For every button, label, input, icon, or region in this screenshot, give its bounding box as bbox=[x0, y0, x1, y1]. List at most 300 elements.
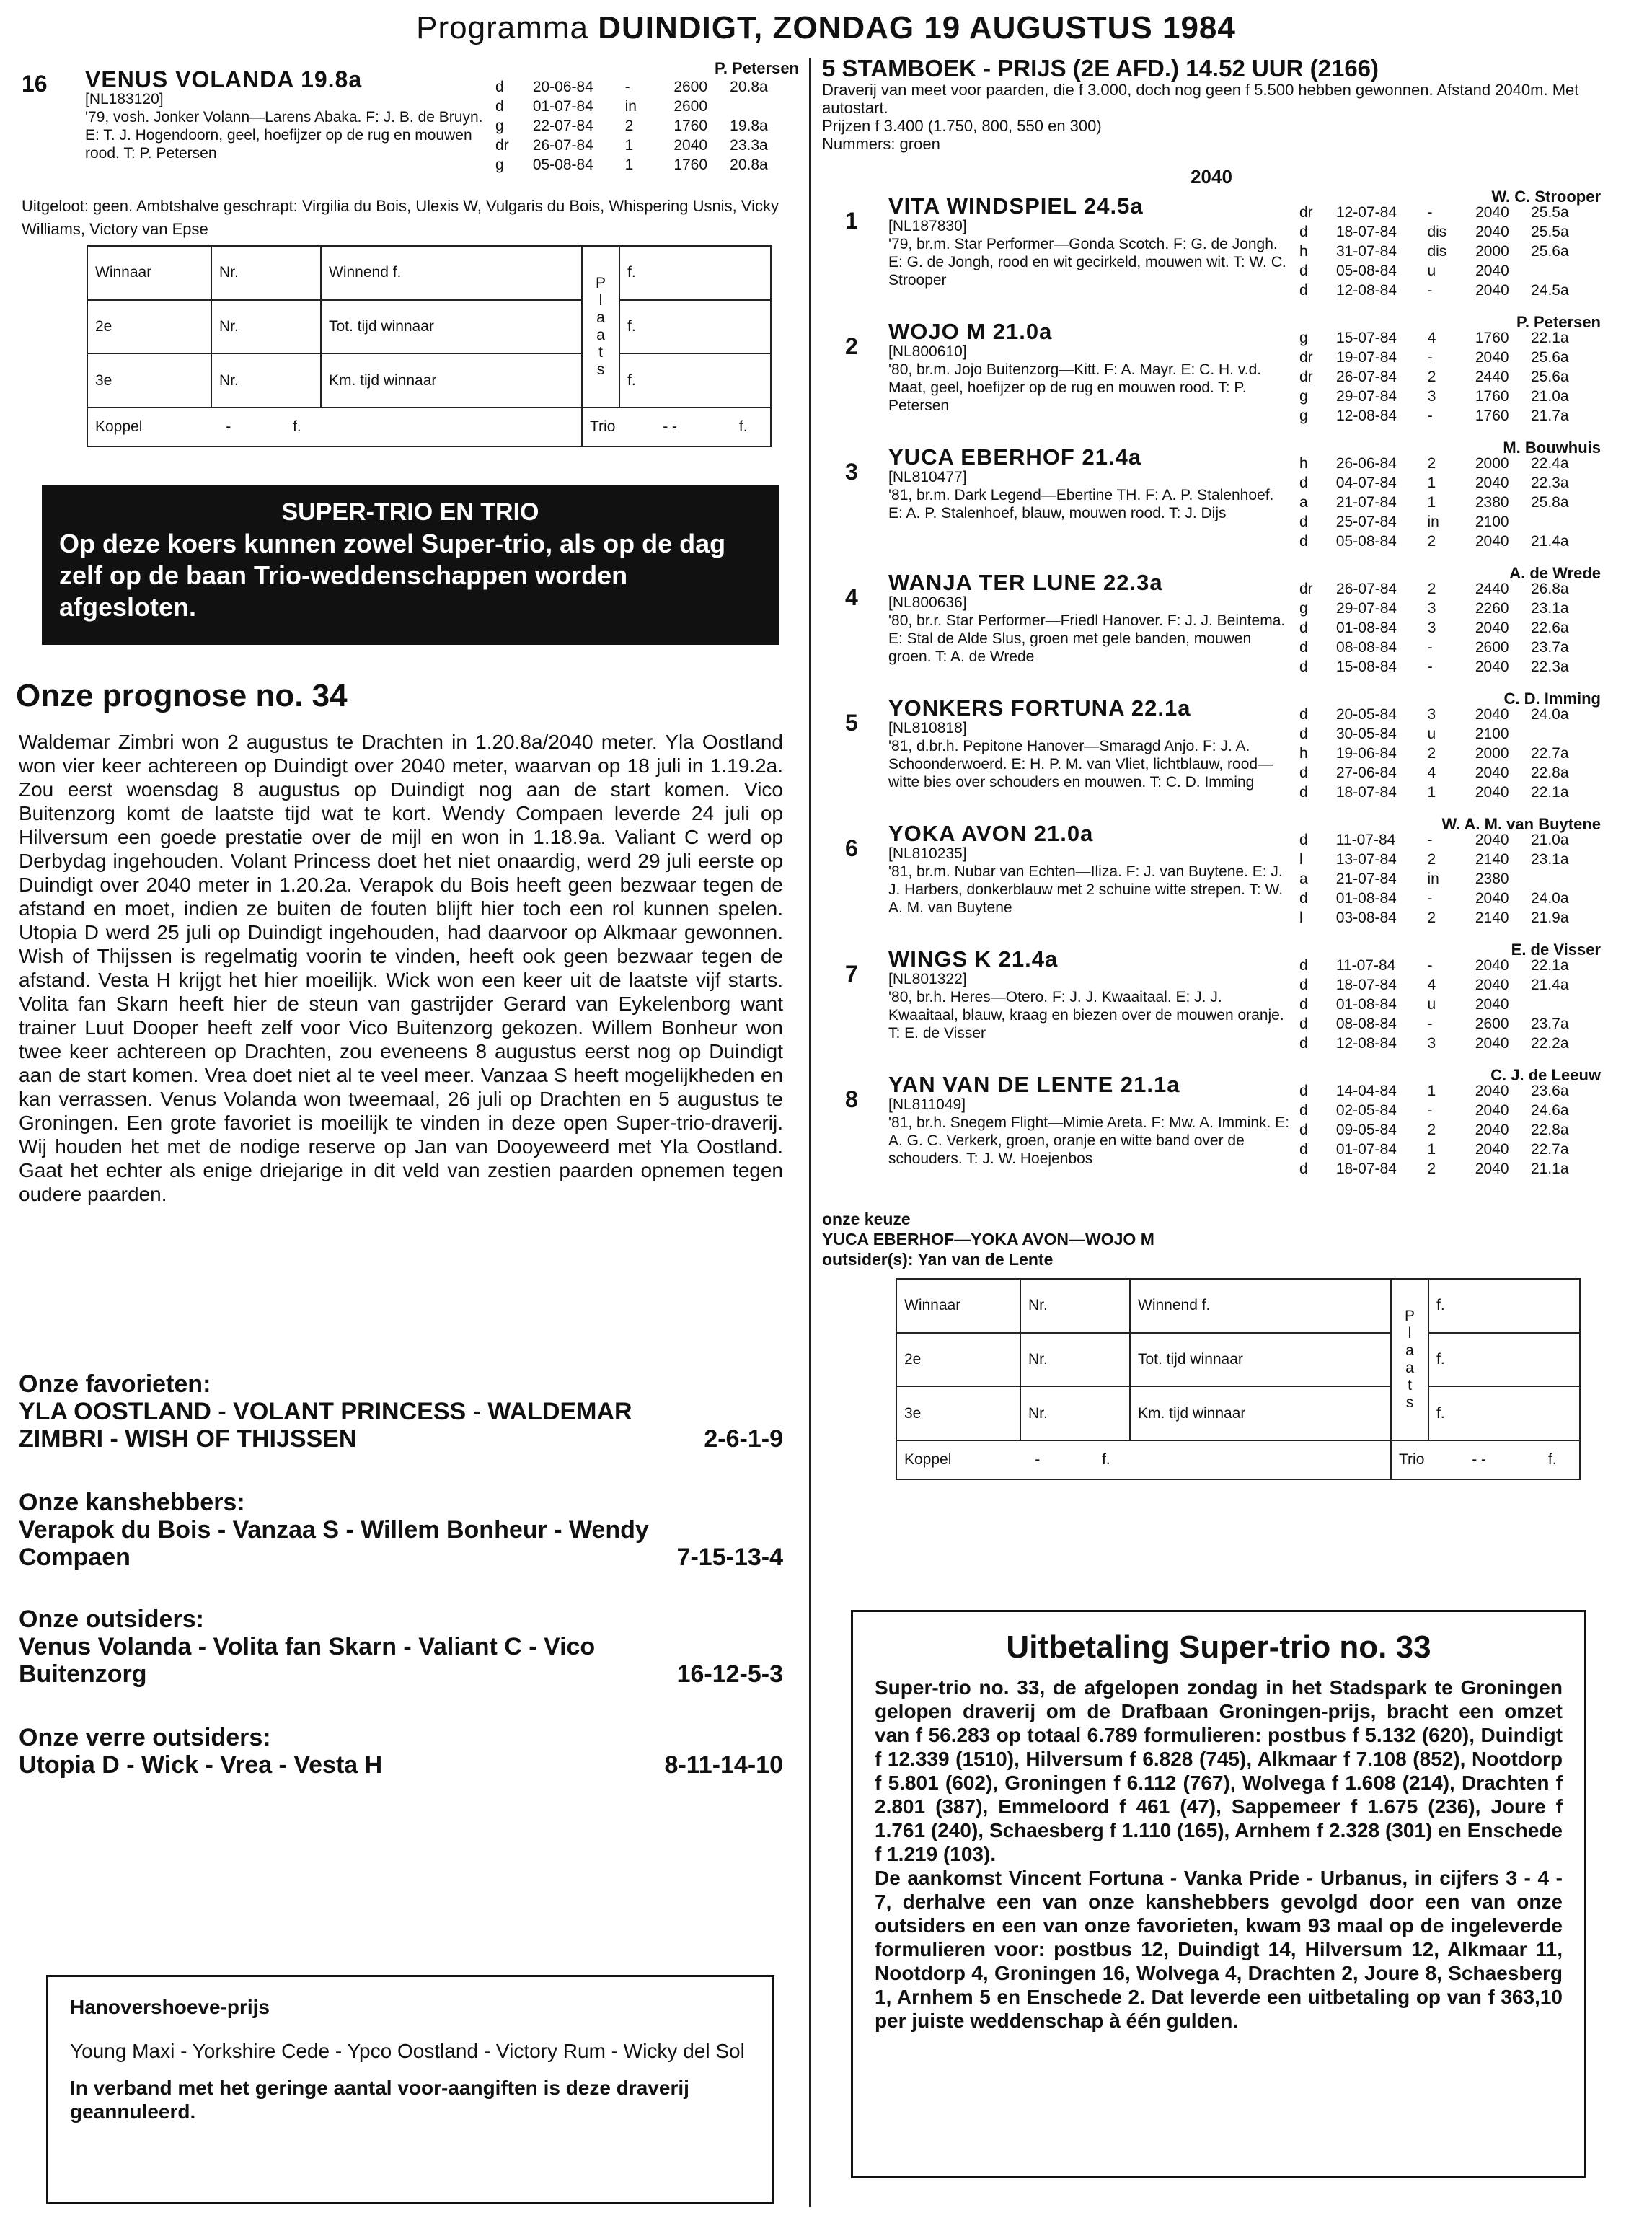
kanshebbers-line2 bbox=[19, 1544, 783, 1571]
run-cell: 05-08-84 bbox=[532, 157, 593, 173]
run-cell: 01-07-84 bbox=[532, 98, 593, 115]
hanover-horses: Young Maxi - Yorkshire Cede - Ypco Oostland - Victory Rum - Wicky del Sol bbox=[70, 2040, 745, 2062]
run-cell: 2040 bbox=[1475, 349, 1509, 366]
cell-f: f. bbox=[1428, 1333, 1580, 1387]
run-cell: 25.8a bbox=[1530, 494, 1569, 511]
run-cell: d bbox=[1299, 784, 1308, 801]
run-cell: - bbox=[1427, 1016, 1433, 1032]
run-cell bbox=[1531, 513, 1592, 531]
plaats-letter: l bbox=[598, 292, 603, 309]
run-cell: 18-07-84 bbox=[1335, 224, 1397, 240]
keuze-label: onze keuze bbox=[822, 1210, 911, 1228]
race-description bbox=[822, 81, 1579, 153]
run-cell: 22.1a bbox=[1531, 330, 1569, 346]
cell-3e: 3e bbox=[896, 1386, 1020, 1440]
run-row bbox=[1299, 976, 1592, 994]
entry-trainer: E. de Visser bbox=[1511, 941, 1601, 959]
race-desc2: Prijzen f 3.400 (1.750, 800, 550 en 300) bbox=[822, 117, 1102, 135]
run-cell: 1760 bbox=[1475, 408, 1509, 424]
run-cell: 2040 bbox=[1475, 784, 1509, 801]
supertrio-box bbox=[42, 485, 779, 645]
run-cell: 24.6a bbox=[1530, 1102, 1569, 1119]
run-cell: 3 bbox=[1427, 1035, 1436, 1052]
cell-nr: Nr. bbox=[211, 300, 321, 354]
supertrio-text: Op deze koers kunnen zowel Super-trio, als op de dag zelf op de baan Trio-weddenschappen worden afgesloten. bbox=[59, 529, 726, 622]
entry-name: YAN VAN DE LENTE 21.1a bbox=[888, 1072, 1180, 1097]
run-cell: 2040 bbox=[1475, 620, 1509, 636]
run-cell: 2000 bbox=[1475, 745, 1509, 762]
run-cell: 2040 bbox=[1475, 706, 1509, 723]
run-cell: d bbox=[1299, 282, 1308, 299]
run-row bbox=[1299, 532, 1592, 550]
horse-trainer: P. Petersen bbox=[714, 59, 799, 77]
run-cell: h bbox=[1299, 745, 1308, 762]
run-cell: 03-08-84 bbox=[1335, 910, 1397, 926]
run-cell: 27-06-84 bbox=[1335, 765, 1397, 781]
run-row bbox=[1299, 599, 1592, 617]
run-cell: dr bbox=[1299, 204, 1313, 221]
cell-2e: 2e bbox=[87, 300, 211, 354]
plaats-letter: s bbox=[596, 361, 605, 379]
entry-trainer: W. A. M. van Buytene bbox=[1441, 815, 1601, 833]
cell-winnend: Winnend f. bbox=[321, 246, 582, 300]
run-cell: 25.5a bbox=[1531, 224, 1569, 240]
entry-description: '81, br.h. Snegem Flight—Mimie Areta. F: Mw. A. Immink. E: A. G. C. Verkerk, groen, oranje en witte band over de schouders. T: J. W. Hoejenbos bbox=[888, 1114, 1290, 1167]
run-cell: 01-08-84 bbox=[1336, 620, 1397, 636]
race-entry bbox=[836, 941, 1601, 1069]
run-cell: g bbox=[495, 157, 504, 173]
run-row bbox=[1299, 870, 1592, 888]
entry-number: 1 bbox=[845, 208, 858, 234]
entry-trainer: C. D. Imming bbox=[1503, 690, 1601, 708]
run-row bbox=[1299, 658, 1592, 676]
plaats-letter: P bbox=[595, 275, 606, 292]
prognose-heading: Onze prognose no. 34 bbox=[16, 678, 348, 713]
koppel-label: Koppel bbox=[904, 1451, 952, 1469]
entry-description: '80, br.h. Heres—Otero. F: J. J. Kwaaitaal. E: J. J. Kwaaitaal, blauw, kraag en biezen over de mouwen oranje. T: E. de Visser bbox=[888, 989, 1284, 1042]
run-cell: dr bbox=[1299, 349, 1313, 366]
run-cell: 1 bbox=[1427, 1141, 1436, 1158]
cell-plaats bbox=[1391, 1279, 1428, 1440]
run-cell: 25.5a bbox=[1531, 204, 1569, 221]
verre-outsiders-numbers: 8-11-14-10 bbox=[664, 1751, 783, 1779]
run-cell: 08-08-84 bbox=[1335, 1016, 1397, 1032]
horse-description: '79, vosh. Jonker Volann—Larens Abaka. F: J. B. de Bruyn. E: T. J. Hogendoorn, geel, hoefijzer op de rug en mouwen rood. T: P. Petersen bbox=[85, 109, 483, 162]
run-cell: 12-07-84 bbox=[1335, 204, 1397, 221]
run-cell: 20.8a bbox=[730, 79, 768, 95]
koppel-dash: - bbox=[1035, 1451, 1041, 1469]
trio-label: Trio bbox=[1399, 1451, 1425, 1469]
race-entry bbox=[836, 188, 1601, 316]
run-cell: 2040 bbox=[1475, 533, 1509, 550]
run-row bbox=[495, 97, 792, 115]
run-cell: 21-07-84 bbox=[1335, 871, 1397, 887]
run-cell: u bbox=[1427, 726, 1436, 742]
run-row bbox=[1299, 744, 1592, 762]
run-cell: 24.5a bbox=[1531, 282, 1569, 299]
run-row bbox=[1299, 348, 1592, 366]
run-cell: 26-07-84 bbox=[532, 137, 593, 154]
entry-description: '81, d.br.h. Pepitone Hanover—Smaragd Anjo. F: J. A. Schoonderwoerd. E: H. P. M. van Vliet, lichtblauw, rood—witte bies over schouders en mouwen. T: C. D. Imming bbox=[888, 738, 1273, 791]
horse-code: [NL183120] bbox=[85, 91, 164, 107]
verre-outsiders-heading: Onze verre outsiders: bbox=[19, 1724, 271, 1751]
plaats-letter: l bbox=[1408, 1325, 1412, 1342]
koppel-f: f. bbox=[1102, 1451, 1110, 1469]
run-cell: g bbox=[495, 118, 504, 134]
verre-outsiders-line bbox=[19, 1751, 783, 1779]
run-cell: 23.1a bbox=[1531, 600, 1569, 617]
run-cell: 4 bbox=[1427, 765, 1436, 781]
run-row bbox=[1299, 368, 1592, 386]
run-cell: 2040 bbox=[1475, 204, 1509, 221]
run-row bbox=[1299, 1140, 1592, 1158]
entry-number: 2 bbox=[845, 333, 858, 359]
uitgeloot-note: Uitgeloot: geen. Ambtshalve geschrapt: Virgilia du Bois, Ulexis W, Vulgaris du Bois, Whispering Usnis, Vicky Williams, Victory van Epse bbox=[22, 197, 779, 238]
run-cell: d bbox=[1299, 706, 1308, 723]
run-row bbox=[1299, 1015, 1592, 1033]
run-cell: g bbox=[1299, 408, 1308, 424]
entry-number: 3 bbox=[845, 459, 858, 485]
run-row bbox=[1299, 1101, 1592, 1119]
run-cell: 2040 bbox=[1475, 977, 1509, 993]
run-cell: 21.0a bbox=[1530, 832, 1569, 848]
run-row bbox=[1299, 203, 1592, 221]
run-cell: 22-07-84 bbox=[532, 118, 593, 134]
run-cell: 20-06-84 bbox=[532, 79, 593, 95]
entry-trainer: M. Bouwhuis bbox=[1503, 439, 1601, 457]
run-cell: 01-08-84 bbox=[1335, 996, 1397, 1013]
run-row bbox=[495, 78, 792, 96]
race-entry bbox=[836, 564, 1601, 692]
entry-runs-table bbox=[1298, 453, 1594, 552]
koppel-label: Koppel bbox=[95, 418, 143, 436]
run-cell: 22.1a bbox=[1530, 784, 1569, 801]
entry-number: 7 bbox=[845, 961, 858, 987]
run-cell: d bbox=[1299, 1016, 1308, 1032]
run-cell: d bbox=[495, 98, 504, 115]
run-cell: 4 bbox=[1427, 977, 1436, 993]
run-cell: 2 bbox=[1427, 910, 1436, 926]
run-cell: 01-07-84 bbox=[1335, 1141, 1397, 1158]
entry-trainer: P. Petersen bbox=[1516, 313, 1601, 331]
run-cell: 26-07-84 bbox=[1336, 369, 1397, 385]
run-cell: 1 bbox=[1427, 784, 1436, 801]
kanshebbers-names: Compaen bbox=[19, 1544, 131, 1571]
run-cell: g bbox=[1299, 330, 1308, 346]
run-cell: dis bbox=[1427, 224, 1447, 240]
run-cell bbox=[1531, 262, 1592, 280]
run-cell: 2040 bbox=[1475, 1141, 1509, 1158]
cell-trio bbox=[1391, 1440, 1580, 1479]
run-row bbox=[1299, 1121, 1592, 1139]
run-cell: 18-07-84 bbox=[1335, 1161, 1397, 1177]
run-cell: 2040 bbox=[1475, 1083, 1509, 1099]
run-cell: d bbox=[1299, 263, 1308, 279]
run-cell: 2600 bbox=[673, 98, 708, 115]
run-cell: d bbox=[1299, 977, 1308, 993]
run-row bbox=[1299, 242, 1592, 260]
race-desc3: Nummers: groen bbox=[822, 135, 940, 153]
run-cell: 02-05-84 bbox=[1335, 1102, 1397, 1119]
entry-runs-table bbox=[1298, 829, 1594, 928]
outsiders-names: Buitenzorg bbox=[19, 1660, 147, 1688]
run-cell: l bbox=[1299, 851, 1303, 868]
trio-dashes: - - bbox=[1472, 1451, 1487, 1469]
run-row bbox=[1299, 850, 1592, 868]
run-cell: 2 bbox=[1427, 369, 1436, 385]
run-cell: d bbox=[1299, 639, 1308, 656]
entry-runs-table bbox=[1298, 578, 1594, 677]
entry-code: [NL810477] bbox=[888, 469, 967, 485]
run-cell: 19.8a bbox=[730, 118, 768, 134]
title-main: DUINDIGT, ZONDAG 19 AUGUSTUS 1984 bbox=[598, 10, 1236, 45]
run-cell: 2600 bbox=[1475, 1016, 1509, 1032]
run-cell: 1760 bbox=[673, 157, 708, 173]
cell-winnend: Winnend f. bbox=[1130, 1279, 1391, 1333]
run-cell: d bbox=[1299, 765, 1308, 781]
run-cell: 05-08-84 bbox=[1335, 263, 1397, 279]
run-cell: d bbox=[1299, 890, 1308, 907]
kanshebbers-heading: Onze kanshebbers: bbox=[19, 1489, 245, 1516]
entry-description: '79, br.m. Star Performer—Gonda Scotch. F: G. de Jongh. E: G. de Jongh, rood en wit gecirkeld, mouwen wit. T: W. C. Strooper bbox=[888, 236, 1286, 289]
run-cell: 2040 bbox=[1475, 224, 1509, 240]
run-cell: u bbox=[1427, 263, 1436, 279]
cell-f: f. bbox=[619, 300, 771, 354]
cell-km-tijd: Km. tijd winnaar bbox=[321, 353, 582, 408]
favorieten-names: ZIMBRI - WISH OF THIJSSEN bbox=[19, 1425, 357, 1453]
run-cell: 12-08-84 bbox=[1335, 1035, 1397, 1052]
run-cell: 23.3a bbox=[730, 137, 768, 154]
entry-code: [NL801322] bbox=[888, 971, 967, 987]
run-cell: 29-07-84 bbox=[1336, 388, 1397, 405]
run-cell: d bbox=[1299, 996, 1308, 1013]
run-cell: 12-08-84 bbox=[1336, 408, 1397, 424]
run-cell: l bbox=[1299, 910, 1303, 926]
run-cell: 2 bbox=[1427, 745, 1436, 762]
hanover-title: Hanovershoeve-prijs bbox=[70, 1996, 270, 2018]
run-cell: 2140 bbox=[1475, 910, 1509, 926]
cell-f: f. bbox=[1428, 1279, 1580, 1333]
plaats-letter: a bbox=[1405, 1360, 1414, 1377]
run-cell: 2040 bbox=[1475, 659, 1509, 675]
run-cell: 25.6a bbox=[1531, 349, 1569, 366]
run-cell: d bbox=[1299, 1035, 1308, 1052]
run-cell: 22.6a bbox=[1531, 620, 1569, 636]
run-cell: 2040 bbox=[1475, 1122, 1509, 1138]
run-cell: 08-08-84 bbox=[1336, 639, 1397, 656]
run-cell: 2 bbox=[624, 118, 634, 134]
run-cell: 2040 bbox=[1475, 1161, 1509, 1177]
cell-koppel bbox=[896, 1440, 1391, 1479]
run-cell: 30-05-84 bbox=[1335, 726, 1397, 742]
run-row bbox=[1299, 407, 1592, 425]
run-row bbox=[1299, 493, 1592, 511]
run-cell: 1 bbox=[624, 137, 634, 154]
entry-description: '81, br.m. Nubar van Echten—Iliza. F: J. van Buytene. E: J. J. Harbers, donkerblauw met 2 schuine witte strepen. T: W. A. M. van Buytene bbox=[888, 863, 1284, 916]
run-row bbox=[1299, 329, 1592, 347]
run-cell: 18-07-84 bbox=[1335, 784, 1397, 801]
entry-number: 5 bbox=[845, 710, 858, 736]
uitbetaling-box bbox=[851, 1610, 1586, 2178]
run-cell: 22.4a bbox=[1530, 455, 1569, 472]
entry-number: 4 bbox=[845, 584, 858, 610]
run-cell: 2440 bbox=[1475, 581, 1509, 597]
run-cell: dr bbox=[495, 137, 509, 154]
run-row bbox=[1299, 281, 1592, 299]
race-entry bbox=[836, 439, 1601, 567]
run-cell: 22.3a bbox=[1530, 475, 1569, 491]
run-cell: 21.0a bbox=[1531, 388, 1569, 405]
run-cell: in bbox=[1427, 514, 1439, 530]
run-cell: 2440 bbox=[1475, 369, 1509, 385]
run-row bbox=[1299, 889, 1592, 907]
run-cell: 1760 bbox=[673, 118, 708, 134]
run-cell: 4 bbox=[1427, 330, 1436, 346]
favorieten-heading: Onze favorieten: bbox=[19, 1370, 211, 1398]
run-row bbox=[1299, 1160, 1592, 1178]
run-cell: 2260 bbox=[1475, 600, 1509, 617]
run-cell: 2600 bbox=[1475, 639, 1509, 656]
page-title bbox=[0, 10, 1652, 46]
cell-nr: Nr. bbox=[1020, 1333, 1130, 1387]
run-cell: 24.0a bbox=[1530, 890, 1569, 907]
run-cell: 15-07-84 bbox=[1336, 330, 1397, 346]
run-cell: - bbox=[624, 79, 630, 95]
hanover-box bbox=[46, 1975, 774, 2204]
run-cell: - bbox=[1427, 204, 1433, 221]
uitbetaling-para2: De aankomst Vincent Fortuna - Vanka Pride - Urbanus, in cijfers 3 - 4 - 7, derhalve een van onze kanshebbers gevolgd door een van onze outsiders en een van onze favorieten, kwam 93 maal op de ingeleverde formulieren voor: postbus 12, Duindigt 14, Hilversum 12, Alkmaar 11, Nootdorp 4, Groningen 16, Wolvega 4, Drachten 2, Joure 8, Schaesberg 1, Arnhem 5 en Enschede 2. Dat leverde een uitbetaling op van f 363,10 per juiste weddenschap à één gulden. bbox=[875, 1867, 1563, 2032]
run-cell: 1 bbox=[1427, 1083, 1436, 1099]
run-cell: d bbox=[1299, 224, 1308, 240]
run-cell: 05-08-84 bbox=[1335, 533, 1397, 550]
run-cell: in bbox=[624, 98, 637, 115]
favorieten-line1: YLA OOSTLAND - VOLANT PRINCESS - WALDEMAR bbox=[19, 1398, 632, 1425]
run-row bbox=[495, 136, 792, 154]
entry-number: 8 bbox=[845, 1086, 858, 1112]
entry-code: [NL811049] bbox=[888, 1096, 966, 1113]
run-cell: 2 bbox=[1427, 455, 1436, 472]
run-cell: - bbox=[1427, 408, 1433, 424]
koppel-f: f. bbox=[293, 418, 301, 436]
prognose-text: Waldemar Zimbri won 2 augustus te Drachten in 1.20.8a/2040 meter. Yla Oostland won vier keer achtereen op Duindigt over 2040 meter, waarvan op 18 juli in 1.19.2a. Zou eerst woensdag 8 augustus op Duindigt nog aan de start komen. Vico Buitenzorg komt de laatste tijd wat te kort. Wendy Compaen leverde 24 juli op Hilversum een goede prestatie over de mijl en won in 1.18.9a. Valiant C werd op Derbydag ingehouden. Volant Princess doet het niet onaardig, werd 29 juli eerste op Duindigt over 2040 meter in 1.20.2a. Verapok du Bois heeft geen bezwaar tegen de afstand en moet, indien ze buiten de fouten blijft hier toch een rol kunnen spelen. Utopia D werd 25 juli op Duindigt ingehouden, had daarvoor op Alkmaar gewonnen. Wish of Thijssen is regelmatig voorin te vinden, heeft ook geen bezwaar tegen de afstand. Vesta H krijgt het hier moeilijk. Wick won een keer uit de laatste vijf starts. Volita fan Skarn heeft hier de steun van gastrijder Gerard van Eykelenborg want trainer Luut Dooper heeft zelf voor Vico Buitenzorg gekozen. Willem Bonheur won twee keer achtereen op Drachten, zou eveneens 8 augustus eerst nog op Duindigt aan de start komen. Vrea doet niet al te veel meer. Vanzaa S heeft mogelijkheden en kan verrassen. Venus Volanda won tweemaal, 26 juli op Drachten en 5 augustus te Groningen. Een grote favoriet is moeilijk te vinden in deze open Super-trio-draverij. Wij houden het met de nodige reserve op Jan van Dooyeweerd met Yla Oostland. Gaat het echter als enige driejarige in dit veld van zestien paarden opnemen tegen oudere paarden. bbox=[19, 731, 783, 1205]
run-cell: dr bbox=[1299, 369, 1313, 385]
run-cell: 22.8a bbox=[1530, 765, 1569, 781]
run-cell: 2100 bbox=[1475, 514, 1509, 530]
run-cell: 23.1a bbox=[1530, 851, 1569, 868]
race-entry bbox=[836, 313, 1601, 441]
entry-name: WANJA TER LUNE 22.3a bbox=[888, 570, 1163, 595]
run-cell: 25-07-84 bbox=[1335, 514, 1397, 530]
entry-trainer: C. J. de Leeuw bbox=[1490, 1066, 1601, 1084]
entry-runs-table bbox=[1298, 1080, 1594, 1179]
run-cell: - bbox=[1427, 349, 1433, 366]
entry-name: VITA WINDSPIEL 24.5a bbox=[888, 193, 1144, 219]
cell-tot-tijd: Tot. tijd winnaar bbox=[321, 300, 582, 354]
favorieten-block bbox=[19, 1370, 783, 1453]
cell-f: f. bbox=[619, 353, 771, 408]
entry-runs-table bbox=[1298, 704, 1594, 803]
run-cell: 18-07-84 bbox=[1335, 977, 1397, 993]
run-cell: 1760 bbox=[1475, 388, 1509, 405]
run-cell: 2000 bbox=[1475, 455, 1509, 472]
run-cell: 2040 bbox=[1475, 263, 1509, 279]
horse-number: 16 bbox=[22, 71, 48, 97]
run-cell bbox=[1531, 870, 1592, 888]
run-cell: 2380 bbox=[1475, 871, 1509, 887]
run-cell: 31-07-84 bbox=[1335, 243, 1397, 260]
run-cell: d bbox=[1299, 533, 1308, 550]
cell-2e: 2e bbox=[896, 1333, 1020, 1387]
left-horse-entry bbox=[22, 59, 799, 182]
keuze-block bbox=[822, 1209, 1586, 1269]
race-entry bbox=[836, 690, 1601, 818]
plaats-letter: t bbox=[598, 344, 603, 361]
run-cell: 04-07-84 bbox=[1335, 475, 1397, 491]
run-row bbox=[1299, 454, 1592, 472]
run-cell: 2040 bbox=[1475, 1035, 1509, 1052]
run-cell: 2 bbox=[1427, 533, 1436, 550]
run-cell: 3 bbox=[1427, 600, 1436, 617]
run-cell: d bbox=[1299, 620, 1308, 636]
run-row bbox=[1299, 705, 1592, 723]
run-cell: 24.0a bbox=[1530, 706, 1569, 723]
run-cell: 3 bbox=[1427, 706, 1436, 723]
run-cell: d bbox=[1299, 475, 1308, 491]
cell-nr: Nr. bbox=[1020, 1279, 1130, 1333]
entry-trainer: A. de Wrede bbox=[1509, 564, 1601, 582]
run-cell bbox=[730, 97, 792, 115]
run-cell: g bbox=[1299, 600, 1308, 617]
keuze-horses: YUCA EBERHOF—YOKA AVON—WOJO M bbox=[822, 1230, 1154, 1249]
run-cell: 2040 bbox=[1475, 832, 1509, 848]
run-row bbox=[1299, 223, 1592, 241]
run-cell: - bbox=[1427, 282, 1433, 299]
run-row bbox=[495, 156, 792, 174]
run-row bbox=[1299, 513, 1592, 531]
verre-outsiders-names: Utopia D - Wick - Vrea - Vesta H bbox=[19, 1751, 383, 1779]
run-cell: 2040 bbox=[1475, 475, 1509, 491]
race-entry bbox=[836, 815, 1601, 943]
plaats-letter: a bbox=[596, 327, 605, 344]
run-cell: - bbox=[1427, 832, 1433, 848]
keuze-outsider: outsider(s): Yan van de Lente bbox=[822, 1250, 1054, 1269]
entry-name: YUCA EBERHOF 21.4a bbox=[888, 444, 1142, 470]
race-title: 5 STAMBOEK - PRIJS (2E AFD.) 14.52 UUR (2166) bbox=[822, 55, 1379, 82]
entry-name: YONKERS FORTUNA 22.1a bbox=[888, 695, 1191, 721]
run-row bbox=[1299, 262, 1592, 280]
run-cell: - bbox=[1427, 1102, 1433, 1119]
run-cell: 1 bbox=[624, 157, 634, 173]
run-row bbox=[1299, 1034, 1592, 1052]
outsiders-line2 bbox=[19, 1660, 783, 1688]
entry-runs-table bbox=[1298, 327, 1594, 426]
outsiders-heading: Onze outsiders: bbox=[19, 1606, 204, 1633]
run-cell: a bbox=[1299, 494, 1308, 511]
run-cell: 2 bbox=[1427, 851, 1436, 868]
uitbetaling-heading: Uitbetaling Super-trio no. 33 bbox=[1006, 1629, 1431, 1665]
run-cell: 2040 bbox=[673, 137, 708, 154]
cell-trio bbox=[582, 408, 771, 446]
run-row bbox=[1299, 764, 1592, 782]
run-cell: 2 bbox=[1427, 1122, 1436, 1138]
hanover-note: In verband met het geringe aantal voor-aangiften is deze draverij geannuleerd. bbox=[70, 2077, 689, 2123]
run-cell: 2040 bbox=[1475, 957, 1509, 974]
run-cell: 09-05-84 bbox=[1335, 1122, 1397, 1138]
run-cell: 19-07-84 bbox=[1336, 349, 1397, 366]
run-cell: 22.7a bbox=[1530, 1141, 1569, 1158]
run-cell: - bbox=[1427, 890, 1433, 907]
entry-code: [NL800610] bbox=[888, 343, 967, 360]
